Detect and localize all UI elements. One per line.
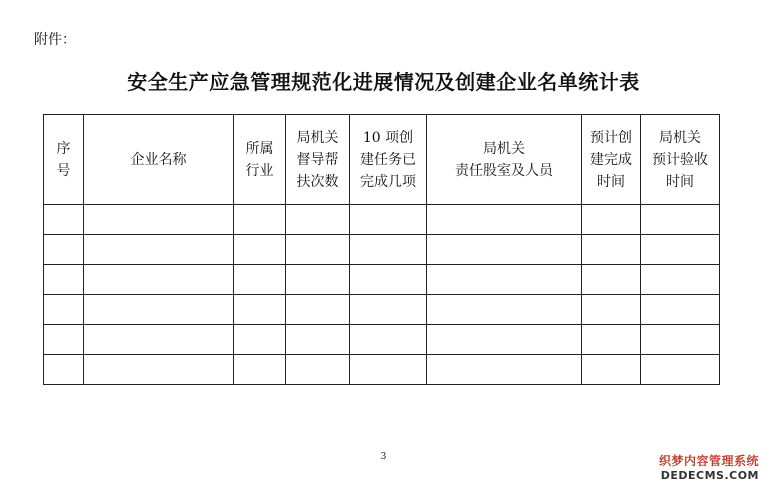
table-cell (286, 235, 350, 265)
table-cell (350, 235, 427, 265)
table-cell (234, 355, 286, 385)
table-cell (582, 265, 641, 295)
table-cell (582, 205, 641, 235)
table-cell (350, 295, 427, 325)
table-cell (427, 355, 582, 385)
header-industry: 所属 行业 (234, 115, 286, 205)
table-cell (286, 265, 350, 295)
table-cell (582, 355, 641, 385)
page-number: 3 (380, 452, 387, 462)
table-cell (84, 235, 234, 265)
table-cell (44, 235, 84, 265)
document-title: 安全生产应急管理规范化进展情况及创建企业名单统计表 (127, 70, 640, 94)
table-cell (234, 325, 286, 355)
table-cell (234, 265, 286, 295)
header-expected-acceptance: 局机关 预计验收 时间 (641, 115, 720, 205)
table-cell (286, 325, 350, 355)
table-cell (350, 325, 427, 355)
table-cell (44, 325, 84, 355)
attachment-label: 附件： (34, 32, 76, 48)
table-cell (427, 295, 582, 325)
table-cell (641, 235, 720, 265)
table-row (44, 205, 720, 235)
table-cell (641, 205, 720, 235)
enterprise-roster-table (43, 114, 720, 385)
header-expected-completion: 预计创 建完成 时间 (582, 115, 641, 205)
table-row (44, 355, 720, 385)
header-tasks-completed: 10 项创 建任务已 完成几项 (350, 115, 427, 205)
table-cell (84, 265, 234, 295)
watermark-domain: DEDECMS.COM (660, 469, 759, 482)
table-cell (582, 295, 641, 325)
table-cell (582, 325, 641, 355)
header-enterprise-name: 企业名称 (84, 115, 234, 205)
table-cell (44, 205, 84, 235)
header-serial-number: 序 号 (44, 115, 84, 205)
site-watermark (659, 452, 759, 482)
table-cell (286, 205, 350, 235)
table-row (44, 295, 720, 325)
table-cell (427, 325, 582, 355)
table-header-row (44, 115, 720, 205)
header-responsible-section: 局机关 责任股室及人员 (427, 115, 582, 205)
table-cell (84, 325, 234, 355)
table-cell (427, 265, 582, 295)
table-cell (286, 295, 350, 325)
watermark-title: 织梦内容管理系统 (658, 454, 759, 468)
table-cell (641, 265, 720, 295)
table-cell (582, 235, 641, 265)
table-cell (234, 235, 286, 265)
table-cell (84, 295, 234, 325)
table-cell (44, 265, 84, 295)
table-cell (234, 205, 286, 235)
table-cell (641, 325, 720, 355)
table-cell (44, 295, 84, 325)
table-cell (350, 265, 427, 295)
table-cell (350, 205, 427, 235)
table-cell (427, 235, 582, 265)
table-cell (84, 355, 234, 385)
header-supervision-count: 局机关 督导帮 扶次数 (286, 115, 350, 205)
table-cell (234, 295, 286, 325)
table-cell (427, 205, 582, 235)
table-row (44, 235, 720, 265)
table-cell (641, 295, 720, 325)
table-cell (44, 355, 84, 385)
table-row (44, 265, 720, 295)
table-cell (641, 355, 720, 385)
table-cell (350, 355, 427, 385)
table-cell (286, 355, 350, 385)
table-cell (84, 205, 234, 235)
table-row (44, 325, 720, 355)
